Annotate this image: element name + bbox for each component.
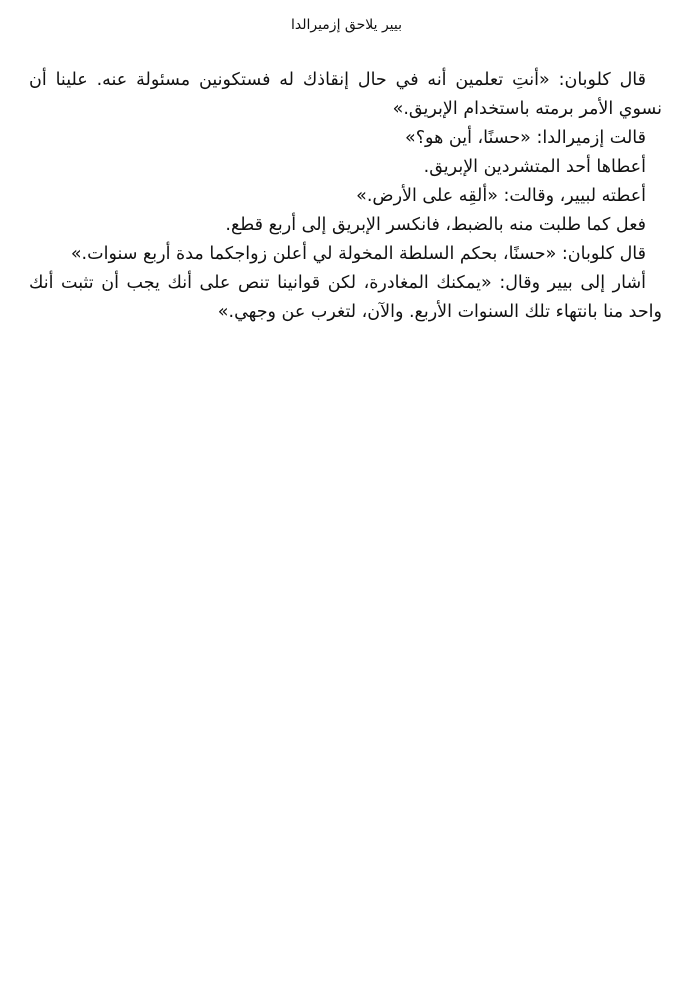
paragraph: قالت إزميرالدا: «حسنًا، أين هو؟» xyxy=(405,128,646,148)
paragraph: أعطته لبيير، وقالت: «ألقِه على الأرض.» xyxy=(356,186,646,206)
paragraph: فعل كما طلبت منه بالضبط، فانكسر الإبريق إلى أربع قطع. xyxy=(225,215,646,235)
running-header: بيير يلاحق إزميرالدا xyxy=(290,17,403,33)
paragraph: قال كلوبان: «أنتِ تعلمين أنه في حال إنقاذك له فستكونين مسئولة عنه. علينا أن نسوي الأمر برمته باستخدام الإبريق.» xyxy=(29,70,662,119)
paragraph: أشار إلى بيير وقال: «يمكنك المغادرة، لكن قوانينا تنص على أنك يجب أن تثبت أنك واحد منا بانتهاء تلك السنوات الأربع. والآن، لتغرب عن وجهي.» xyxy=(29,273,662,322)
body-text xyxy=(29,66,662,327)
paragraph: قال كلوبان: «حسنًا، بحكم السلطة المخولة لي أعلن زواجكما مدة أربع سنوات.» xyxy=(70,244,646,264)
paragraph: أعطاها أحد المتشردين الإبريق. xyxy=(423,157,646,177)
